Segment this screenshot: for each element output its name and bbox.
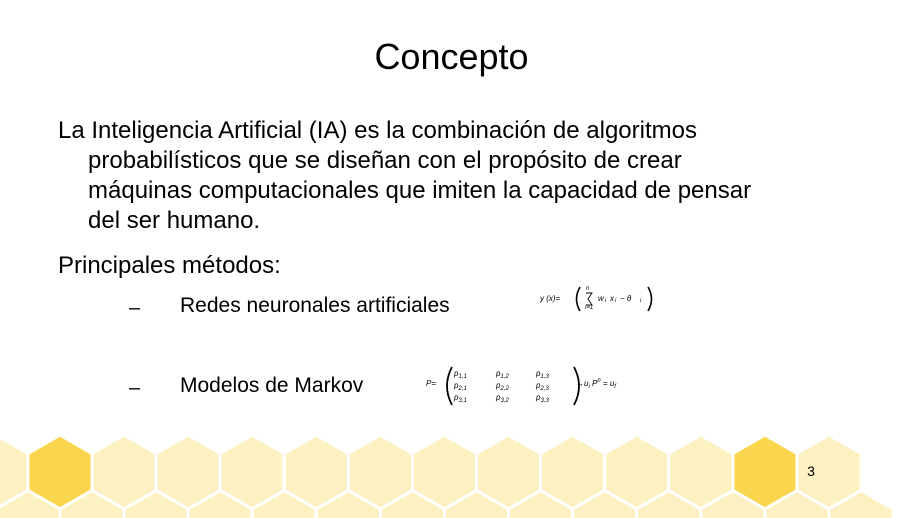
paragraph-line-1: La Inteligencia Artificial (IA) es la combinación de algoritmos <box>58 117 697 144</box>
honeycomb-decoration <box>0 430 903 518</box>
matrix-p23: $p_{2,3}$ <box>536 381 549 392</box>
matrix-p11: $p_{1,1}$ <box>454 369 467 380</box>
formula-neural-network <box>540 284 660 314</box>
sum-top: n <box>586 286 590 292</box>
slide-title: Concepto <box>374 36 529 77</box>
methods-heading: Principales métodos: <box>58 252 281 279</box>
matrix-p12: $p_{1,2}$ <box>496 369 509 380</box>
markov-rhs: $\to u_i$ $P^n = u_f$ <box>576 378 616 390</box>
matrix-p13: $p_{1,3}$ <box>536 369 549 380</box>
formula-markov <box>426 364 646 408</box>
formula-sub-i: i <box>605 298 607 304</box>
matrix-p33: $p_{3,3}$ <box>536 393 549 404</box>
formula-lhs: y (x)= <box>540 294 561 303</box>
matrix-p21: $p_{2,1}$ <box>454 381 467 392</box>
sum-bottom: i=1 <box>585 305 594 311</box>
paragraph-line-4: del ser humano. <box>88 207 261 234</box>
matrix-p31: $p_{3,1}$ <box>454 393 467 404</box>
formula-minus-theta: − θ <box>620 294 632 303</box>
formula-sub-i2: i <box>615 298 617 304</box>
markov-lhs: P= <box>426 379 437 388</box>
bullet-dash: – <box>129 297 141 319</box>
formula-sub-i3: i <box>640 298 642 304</box>
formula-x: x <box>610 294 614 303</box>
matrix-p32: $p_{3,2}$ <box>496 393 509 404</box>
paragraph-line-3: máquinas computacionales que imiten la capacidad de pensar <box>88 177 752 204</box>
bullet-dash: – <box>129 377 141 399</box>
item-markov-models: Modelos de Markov <box>180 374 364 397</box>
definition-paragraph <box>58 116 858 236</box>
matrix-p22: $p_{2,2}$ <box>496 381 509 392</box>
item-neural-networks: Redes neuronales artificiales <box>180 294 450 317</box>
formula-w: w <box>598 294 604 303</box>
page-number: 3 <box>807 463 815 479</box>
paragraph-line-2: probabilísticos que se diseñan con el propósito de crear <box>88 147 682 174</box>
